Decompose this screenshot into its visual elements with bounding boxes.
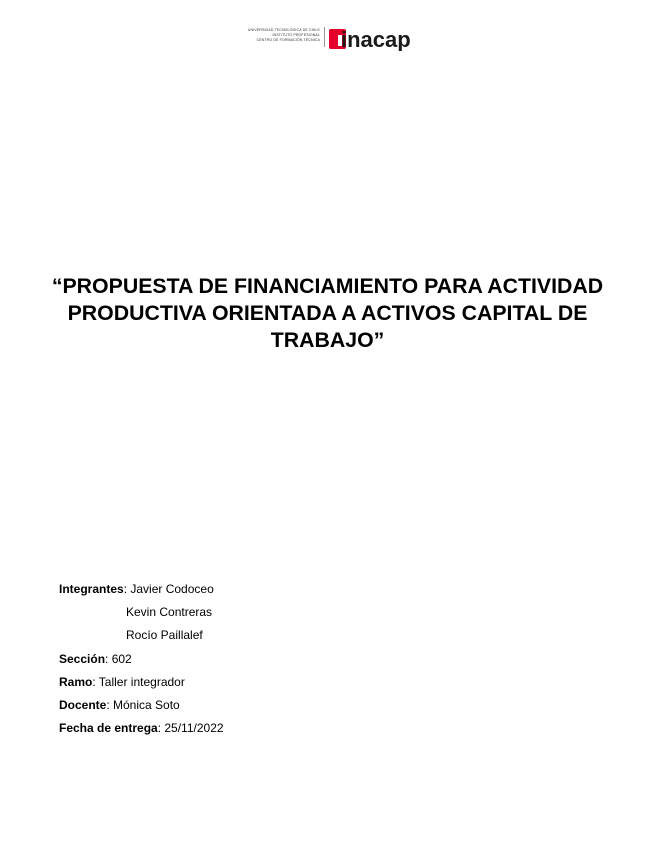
institution-logo	[228, 27, 428, 51]
ramo-value: Taller integrador	[98, 674, 185, 689]
logo-caption-line-3: CENTRO DE FORMACIÓN TÉCNICA	[256, 38, 320, 42]
logo-caption	[228, 28, 320, 43]
fecha-value: 25/11/2022	[164, 721, 224, 736]
seccion-row: Sección: 602	[59, 651, 132, 666]
integrantes-label: Integrantes	[59, 582, 124, 596]
logo-divider	[324, 27, 325, 47]
logo-caption-line-2: INSTITUTO PROFESIONAL	[272, 33, 320, 37]
fecha-label: Fecha de entrega	[59, 721, 158, 736]
docente-row: Docente: Mónica Soto	[59, 698, 180, 713]
ramo-row: Ramo: Taller integrador	[59, 674, 185, 689]
integrante-row-3	[59, 624, 224, 647]
document-details	[59, 578, 224, 740]
brand-wordmark: inacap	[341, 29, 411, 51]
integrante-2: Kevin Contreras	[126, 605, 213, 620]
integrantes-row: Integrantes: Javier Codoceo	[59, 582, 214, 596]
seccion-value: 602	[111, 651, 132, 666]
inacap-logo-icon	[329, 29, 425, 51]
logo-caption-line-1: UNIVERSIDAD TECNOLÓGICA DE CHILE	[247, 28, 320, 32]
docente-label: Docente	[59, 698, 107, 713]
fecha-row: Fecha de entrega: 25/11/2022	[59, 721, 224, 736]
document-title: “PROPUESTA DE FINANCIAMIENTO PARA ACTIVIDAD PRODUCTIVA ORIENTADA A ACTIVOS CAPITAL DE TRABAJO”	[51, 274, 604, 352]
docente-value: Mónica Soto	[113, 698, 180, 713]
integrante-1: Javier Codoceo	[130, 582, 214, 596]
ramo-label: Ramo	[59, 674, 93, 689]
integrante-3: Rocío Paillalef	[126, 628, 203, 643]
seccion-label: Sección	[59, 651, 106, 666]
integrante-row-2	[59, 601, 224, 624]
